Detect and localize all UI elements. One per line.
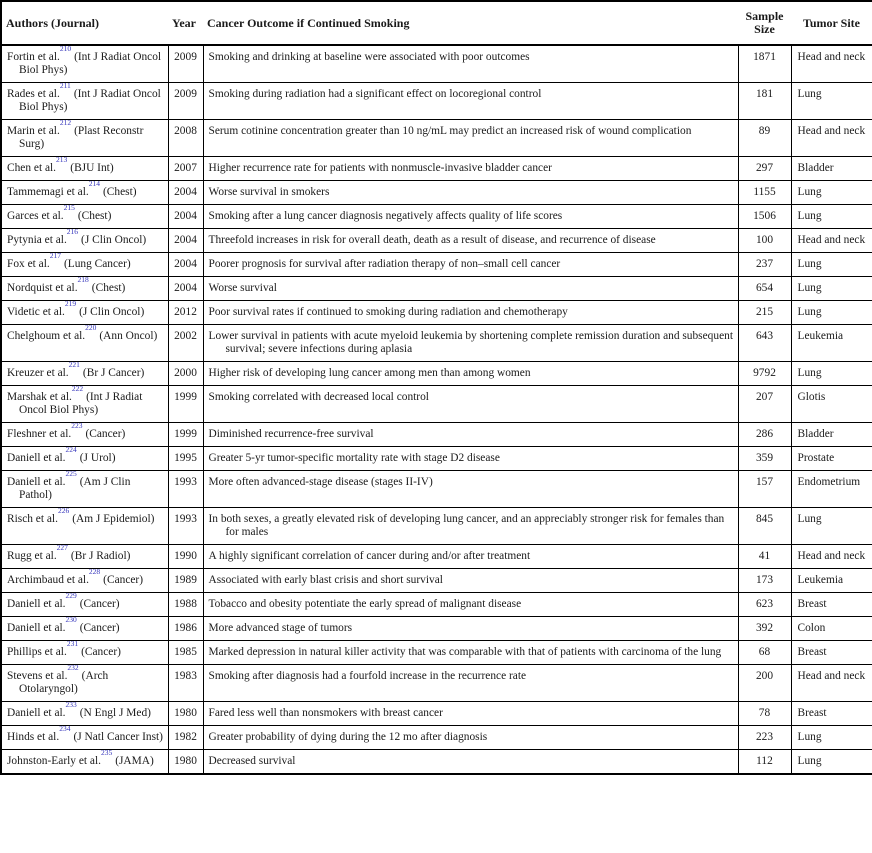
sample-size-cell: 237: [738, 253, 791, 277]
year-cell: 2004: [168, 229, 203, 253]
table-body: [1, 45, 872, 774]
tumor-site-cell: Lung: [791, 277, 872, 301]
reference-number-link[interactable]: 220: [85, 323, 97, 333]
authors-journal-cell: [1, 665, 168, 702]
journal-name: (J Natl Cancer Inst): [73, 731, 163, 743]
table-row: [1, 702, 872, 726]
sample-size-cell: 623: [738, 593, 791, 617]
authors-journal-cell: [1, 83, 168, 120]
journal-name: (Br J Radiol): [70, 550, 131, 562]
outcome-cell: Fared less well than nonsmokers with breast cancer: [203, 702, 738, 726]
journal-name: (Am J Epidemiol): [72, 513, 155, 525]
authors-journal-cell: [1, 301, 168, 325]
author-name: Stevens et al.: [7, 670, 68, 682]
tumor-site-cell: Breast: [791, 641, 872, 665]
table-row: [1, 301, 872, 325]
outcome-cell: Greater probability of dying during the 12 mo after diagnosis: [203, 726, 738, 750]
author-name: Fox et al.: [7, 258, 50, 270]
reference-number-link[interactable]: 216: [66, 227, 79, 237]
author-name: Daniell et al.: [7, 598, 66, 610]
journal-name: (Chest): [77, 210, 112, 222]
authors-journal-cell: [1, 545, 168, 569]
sample-size-cell: 200: [738, 665, 791, 702]
journal-name: (Cancer): [103, 574, 144, 586]
authors-journal-cell: [1, 277, 168, 301]
outcome-cell: Poor survival rates if continued to smoking during radiation and chemotherapy: [203, 301, 738, 325]
outcome-cell: Threefold increases in risk for overall death, death as a result of disease, and recurrence of disease: [203, 229, 738, 253]
outcome-cell: Decreased survival: [203, 750, 738, 775]
year-cell: 1995: [168, 447, 203, 471]
tumor-site-cell: Head and neck: [791, 545, 872, 569]
author-name: Hinds et al.: [7, 731, 60, 743]
tumor-site-cell: Lung: [791, 508, 872, 545]
table-row: [1, 641, 872, 665]
journal-name: (Int J Radiat Oncol Biol Phys): [19, 51, 162, 76]
reference-number-link[interactable]: 218: [77, 275, 89, 285]
author-name: Marin et al.: [7, 125, 60, 137]
reference-number-link[interactable]: 231: [66, 639, 79, 649]
outcome-cell: Worse survival: [203, 277, 738, 301]
table-row: [1, 45, 872, 83]
journal-name: (JAMA): [115, 755, 154, 767]
table-row: [1, 253, 872, 277]
author-name: Garces et al.: [7, 210, 64, 222]
authors-journal-cell: [1, 45, 168, 83]
author-name: Nordquist et al.: [7, 282, 78, 294]
outcome-cell: Smoking after a lung cancer diagnosis negatively affects quality of life scores: [203, 205, 738, 229]
journal-name: (Ann Oncol): [99, 330, 158, 342]
journal-name: (Chest): [103, 186, 137, 198]
authors-journal-cell: [1, 362, 168, 386]
sample-size-cell: 845: [738, 508, 791, 545]
authors-journal-cell: [1, 641, 168, 665]
authors-journal-cell: [1, 229, 168, 253]
sample-size-cell: 1506: [738, 205, 791, 229]
sample-size-cell: 1871: [738, 45, 791, 83]
journal-name: (Int J Radiat Oncol Biol Phys): [19, 88, 161, 113]
tumor-site-cell: Prostate: [791, 447, 872, 471]
authors-journal-cell: [1, 617, 168, 641]
table-row: [1, 545, 872, 569]
tumor-site-cell: Leukemia: [791, 325, 872, 362]
table-row: [1, 325, 872, 362]
outcome-cell: Associated with early blast crisis and short survival: [203, 569, 738, 593]
outcome-cell: Higher recurrence rate for patients with nonmuscle-invasive bladder cancer: [203, 157, 738, 181]
outcome-cell: Higher risk of developing lung cancer among men than among women: [203, 362, 738, 386]
authors-journal-cell: [1, 569, 168, 593]
year-cell: 1993: [168, 508, 203, 545]
journal-name: (Chest): [91, 282, 126, 294]
authors-journal-cell: [1, 750, 168, 775]
year-cell: 2004: [168, 205, 203, 229]
year-cell: 2009: [168, 45, 203, 83]
authors-journal-cell: [1, 508, 168, 545]
year-cell: 1988: [168, 593, 203, 617]
outcome-cell: Smoking during radiation had a significant effect on locoregional control: [203, 83, 738, 120]
sample-size-cell: 78: [738, 702, 791, 726]
reference-number-link[interactable]: 232: [67, 663, 79, 673]
reference-number-link[interactable]: 212: [59, 118, 72, 128]
reference-number-link[interactable]: 225: [65, 469, 77, 479]
authors-journal-cell: [1, 181, 168, 205]
reference-number-link[interactable]: 215: [63, 203, 75, 213]
tumor-site-cell: Lung: [791, 726, 872, 750]
author-name: Kreuzer et al.: [7, 367, 69, 379]
tumor-site-cell: Lung: [791, 83, 872, 120]
table-row: [1, 120, 872, 157]
journal-name: (Plast Reconstr Surg): [19, 125, 144, 150]
header-row: [1, 1, 872, 45]
table-row: [1, 593, 872, 617]
outcome-cell: Poorer prognosis for survival after radiation therapy of non–small cell cancer: [203, 253, 738, 277]
outcome-cell: Worse survival in smokers: [203, 181, 738, 205]
outcome-cell: Diminished recurrence-free survival: [203, 423, 738, 447]
tumor-site-cell: Breast: [791, 593, 872, 617]
sample-size-cell: 392: [738, 617, 791, 641]
authors-journal-cell: [1, 253, 168, 277]
reference-number-link[interactable]: 234: [59, 724, 71, 734]
tumor-site-cell: Endometrium: [791, 471, 872, 508]
table-row: [1, 471, 872, 508]
reference-number-link[interactable]: 214: [88, 179, 101, 189]
authors-journal-cell: [1, 447, 168, 471]
year-cell: 2002: [168, 325, 203, 362]
sample-size-cell: 41: [738, 545, 791, 569]
sample-size-cell: 215: [738, 301, 791, 325]
table-row: [1, 229, 872, 253]
year-cell: 1993: [168, 471, 203, 508]
outcome-cell: In both sexes, a greatly elevated risk of developing lung cancer, and an appreciably stronger risk for females than for males: [203, 508, 738, 545]
journal-name: (Cancer): [85, 428, 126, 440]
authors-journal-cell: [1, 423, 168, 447]
table-row: [1, 665, 872, 702]
tumor-site-cell: Colon: [791, 617, 872, 641]
journal-name: (Arch Otolaryngol): [19, 670, 109, 695]
outcome-cell: Serum cotinine concentration greater than 10 ng/mL may predict an increased risk of wound complication: [203, 120, 738, 157]
journal-name: (J Clin Oncol): [79, 306, 145, 318]
journal-name: (J Urol): [79, 452, 116, 464]
reference-number-link[interactable]: 221: [68, 360, 80, 370]
sample-size-cell: 359: [738, 447, 791, 471]
table-row: [1, 386, 872, 423]
reference-number-link[interactable]: 210: [59, 44, 72, 54]
year-cell: 2000: [168, 362, 203, 386]
sample-size-cell: 207: [738, 386, 791, 423]
author-name: Archimbaud et al.: [7, 574, 89, 586]
author-name: Pytynia et al.: [7, 234, 67, 246]
table-row: [1, 83, 872, 120]
outcome-cell: Marked depression in natural killer activity that was comparable with that of patients with carcinoma of the lung: [203, 641, 738, 665]
year-cell: 1983: [168, 665, 203, 702]
tumor-site-cell: Bladder: [791, 423, 872, 447]
journal-name: (Br J Cancer): [82, 367, 145, 379]
reference-number-link[interactable]: 230: [65, 615, 77, 625]
author-name: Daniell et al.: [7, 707, 66, 719]
col-header-year: Year: [168, 1, 203, 45]
reference-number-link[interactable]: 235: [100, 748, 113, 758]
outcome-cell: More often advanced-stage disease (stages II-IV): [203, 471, 738, 508]
col-header-cancer-outcome: Cancer Outcome if Continued Smoking: [203, 1, 738, 45]
outcome-cell: More advanced stage of tumors: [203, 617, 738, 641]
reference-number-link[interactable]: 227: [56, 543, 68, 553]
author-name: Marshak et al.: [7, 391, 72, 403]
journal-name: (Am J Clin Pathol): [19, 476, 131, 501]
author-name: Fleshner et al.: [7, 428, 72, 440]
tumor-site-cell: Head and neck: [791, 45, 872, 83]
reference-number-link[interactable]: 224: [65, 445, 77, 455]
col-header-sample-size: Sample Size: [738, 1, 791, 45]
author-name: Johnston-Early et al.: [7, 755, 101, 767]
sample-size-cell: 68: [738, 641, 791, 665]
sample-size-cell: 643: [738, 325, 791, 362]
authors-journal-cell: [1, 386, 168, 423]
table-row: [1, 750, 872, 775]
author-name: Chen et al.: [7, 162, 57, 174]
author-name: Phillips et al.: [7, 646, 67, 658]
author-name: Daniell et al.: [7, 452, 66, 464]
outcome-cell: Smoking after diagnosis had a fourfold increase in the recurrence rate: [203, 665, 738, 702]
year-cell: 2008: [168, 120, 203, 157]
table-row: [1, 181, 872, 205]
tumor-site-cell: Head and neck: [791, 229, 872, 253]
tumor-site-cell: Head and neck: [791, 120, 872, 157]
reference-number-link[interactable]: 219: [64, 299, 77, 309]
sample-size-cell: 9792: [738, 362, 791, 386]
journal-name: (J Clin Oncol): [81, 234, 147, 246]
tumor-site-cell: Lung: [791, 362, 872, 386]
outcome-cell: Smoking correlated with decreased local control: [203, 386, 738, 423]
sample-size-cell: 297: [738, 157, 791, 181]
year-cell: 1999: [168, 423, 203, 447]
year-cell: 1990: [168, 545, 203, 569]
reference-number-link[interactable]: 229: [65, 591, 77, 601]
sample-size-cell: 286: [738, 423, 791, 447]
tumor-site-cell: Lung: [791, 253, 872, 277]
reference-number-link[interactable]: 213: [56, 155, 68, 165]
journal-name: (Lung Cancer): [63, 258, 131, 270]
journal-name: (Int J Radiat Oncol Biol Phys): [19, 391, 143, 416]
author-name: Rades et al.: [7, 88, 60, 100]
col-header-tumor-site: Tumor Site: [791, 1, 872, 45]
year-cell: 2009: [168, 83, 203, 120]
outcome-cell: Tobacco and obesity potentiate the early spread of malignant disease: [203, 593, 738, 617]
year-cell: 2012: [168, 301, 203, 325]
tumor-site-cell: Breast: [791, 702, 872, 726]
sample-size-cell: 223: [738, 726, 791, 750]
authors-journal-cell: [1, 726, 168, 750]
sample-size-cell: 654: [738, 277, 791, 301]
sample-size-cell: 173: [738, 569, 791, 593]
year-cell: 1985: [168, 641, 203, 665]
tumor-site-cell: Lung: [791, 301, 872, 325]
table-row: [1, 157, 872, 181]
author-name: Tammemagi et al.: [7, 186, 89, 198]
authors-journal-cell: [1, 471, 168, 508]
tumor-site-cell: Lung: [791, 205, 872, 229]
author-name: Daniell et al.: [7, 476, 66, 488]
year-cell: 2004: [168, 277, 203, 301]
year-cell: 1982: [168, 726, 203, 750]
authors-journal-cell: [1, 157, 168, 181]
table-header: [1, 1, 872, 45]
tumor-site-cell: Glotis: [791, 386, 872, 423]
journal-name: (Cancer): [79, 598, 120, 610]
tumor-site-cell: Bladder: [791, 157, 872, 181]
table-row: [1, 205, 872, 229]
sample-size-cell: 181: [738, 83, 791, 120]
authors-journal-cell: [1, 205, 168, 229]
journal-name: (BJU Int): [70, 162, 114, 174]
author-name: Daniell et al.: [7, 622, 66, 634]
outcome-cell: Lower survival in patients with acute myeloid leukemia by shortening complete remission duration and subsequent survival; severe infections during aplasia: [203, 325, 738, 362]
authors-journal-cell: [1, 120, 168, 157]
table-row: [1, 447, 872, 471]
reference-number-link[interactable]: 228: [88, 567, 101, 577]
sample-size-cell: 100: [738, 229, 791, 253]
year-cell: 2004: [168, 181, 203, 205]
reference-number-link[interactable]: 223: [71, 421, 83, 431]
col-header-authors-journal: Authors (Journal): [1, 1, 168, 45]
reference-number-link[interactable]: 217: [49, 251, 61, 261]
reference-number-link[interactable]: 211: [59, 81, 71, 91]
reference-number-link[interactable]: 233: [65, 700, 77, 710]
year-cell: 2004: [168, 253, 203, 277]
authors-journal-cell: [1, 593, 168, 617]
author-name: Videtic et al.: [7, 306, 65, 318]
table-row: [1, 569, 872, 593]
tumor-site-cell: Head and neck: [791, 665, 872, 702]
year-cell: 1989: [168, 569, 203, 593]
year-cell: 1980: [168, 702, 203, 726]
outcome-cell: Smoking and drinking at baseline were associated with poor outcomes: [203, 45, 738, 83]
tumor-site-cell: Leukemia: [791, 569, 872, 593]
year-cell: 1986: [168, 617, 203, 641]
year-cell: 1999: [168, 386, 203, 423]
table-row: [1, 423, 872, 447]
tumor-site-cell: Lung: [791, 181, 872, 205]
sample-size-cell: 1155: [738, 181, 791, 205]
author-name: Risch et al.: [7, 513, 58, 525]
journal-name: (Cancer): [79, 622, 120, 634]
table-row: [1, 617, 872, 641]
table-row: [1, 362, 872, 386]
table-row: [1, 508, 872, 545]
authors-journal-cell: [1, 325, 168, 362]
author-name: Rugg et al.: [7, 550, 57, 562]
table-row: [1, 277, 872, 301]
reference-number-link[interactable]: 226: [57, 506, 70, 516]
outcome-cell: Greater 5-yr tumor-specific mortality rate with stage D2 disease: [203, 447, 738, 471]
authors-journal-cell: [1, 702, 168, 726]
author-name: Chelghoum et al.: [7, 330, 86, 342]
journal-name: (Cancer): [81, 646, 121, 658]
sample-size-cell: 89: [738, 120, 791, 157]
table-row: [1, 726, 872, 750]
sample-size-cell: 157: [738, 471, 791, 508]
year-cell: 1980: [168, 750, 203, 775]
author-name: Fortin et al.: [7, 51, 60, 63]
reference-number-link[interactable]: 222: [71, 384, 84, 394]
outcome-cell: A highly significant correlation of cancer during and/or after treatment: [203, 545, 738, 569]
tumor-site-cell: Lung: [791, 750, 872, 775]
journal-name: (N Engl J Med): [79, 707, 151, 719]
year-cell: 2007: [168, 157, 203, 181]
sample-size-cell: 112: [738, 750, 791, 775]
